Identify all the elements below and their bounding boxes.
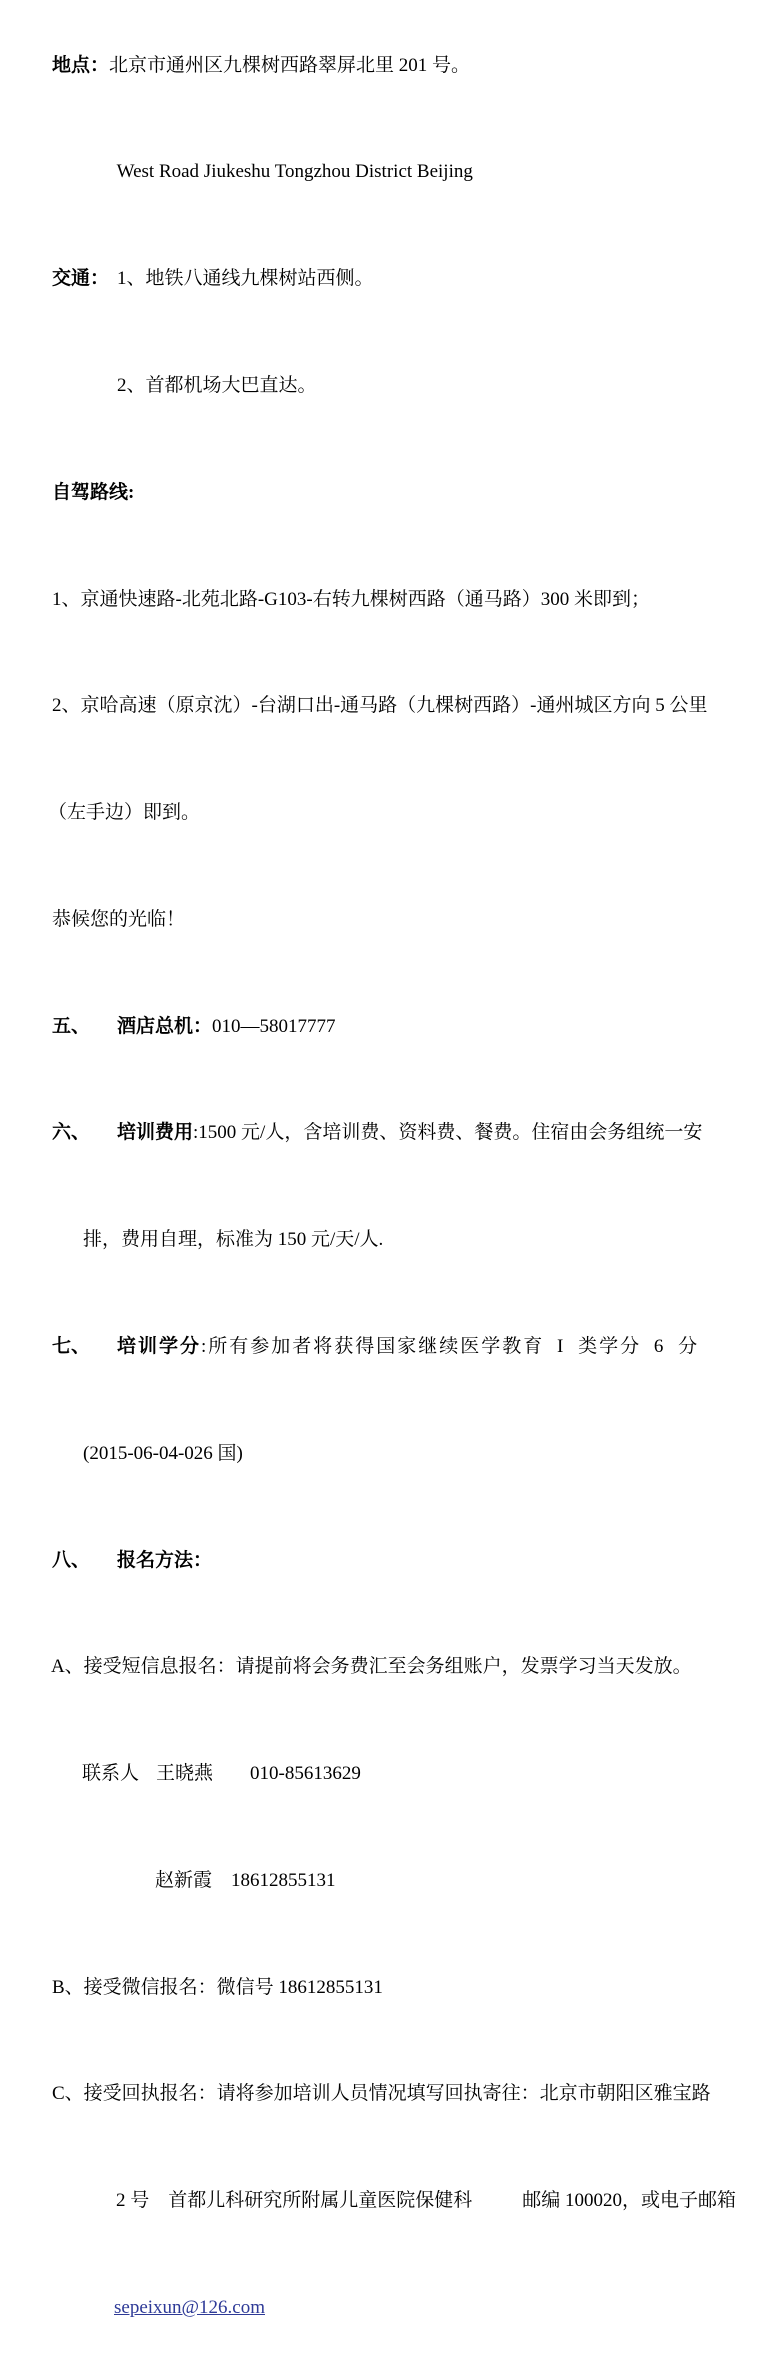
contact-1-phone: 010-85613629 <box>250 1763 361 1785</box>
driving-route-2-text: 2、京哈高速（原京沈）-台湖口出-通马路（九棵树西路）-通州城区方向 5 公里 <box>52 695 708 717</box>
training-fee-label: 培训费用 <box>117 1122 194 1144</box>
doc-line-driving-header <box>0 439 759 546</box>
driving-route-1-text: 1、京通快速路-北苑北路-G103-右转九棵树西路（通马路）300 米即到； <box>52 588 650 610</box>
training-fee-cont-text: 排，费用自理，标准为 150 元/天/人. <box>83 1229 384 1251</box>
doc-line-location <box>0 12 759 119</box>
registration-methods-label: 报名方法： <box>117 1549 213 1571</box>
location-english-text: West Road Jiukeshu Tongzhou District Beijing <box>116 161 473 183</box>
doc-line-method-c-cont <box>0 2148 759 2255</box>
doc-line-item-7-credits-cont <box>0 1400 759 1507</box>
doc-line-transport-1 <box>0 226 759 333</box>
training-credits-text: :所有参加者将获得国家继续医学教育 I 类学分 6 分 <box>201 1335 700 1357</box>
doc-line-transport-2 <box>0 332 759 439</box>
doc-line-contact-2 <box>0 1827 759 1934</box>
training-credits-label: 培训学分 <box>117 1335 202 1357</box>
doc-line-item-7-credits <box>0 1293 759 1400</box>
doc-line-driving-route-2-cont <box>0 759 759 866</box>
hotel-phone-number: 010—58017777 <box>212 1015 336 1037</box>
doc-line-driving-route-2 <box>0 653 759 760</box>
location-text: 北京市通州区九棵树西路翠屏北里 201 号。 <box>109 54 471 76</box>
contact-person-label: 联系人 <box>82 1763 140 1785</box>
doc-line-method-b <box>0 1934 759 2041</box>
transport-item-1: 1、地铁八通线九棵树站西侧。 <box>117 268 374 290</box>
doc-line-driving-route-1 <box>0 546 759 653</box>
hotel-switchboard-label: 酒店总机： <box>117 1015 213 1037</box>
item-6-number: 六、 <box>52 1122 91 1144</box>
driving-routes-label: 自驾路线: <box>52 481 135 503</box>
doc-line-email <box>0 2254 759 2361</box>
doc-line-item-6-fee <box>0 1080 759 1187</box>
doc-line-method-c <box>0 2041 759 2148</box>
item-8-number: 八、 <box>52 1549 91 1571</box>
mailing-address-text: 2 号 首都儿科研究所附属儿童医院保健科 <box>116 2190 473 2212</box>
doc-line-item-8-registration <box>0 1507 759 1614</box>
doc-line-location-english <box>0 119 759 226</box>
driving-route-2-cont-text: （左手边）即到。 <box>48 802 201 824</box>
location-label: 地点： <box>52 54 110 76</box>
method-c-text: C、接受回执报名：请将参加培训人员情况填写回执寄往：北京市朝阳区雅宝路 <box>52 2083 711 2105</box>
item-7-number: 七、 <box>52 1335 91 1357</box>
doc-line-contact-1 <box>0 1721 759 1828</box>
item-5-number: 五、 <box>52 1015 91 1037</box>
contact-2-name: 赵新霞 <box>155 1869 213 1891</box>
training-fee-text: :1500 元/人，含培训费、资料费、餐费。住宿由会务组统一安 <box>193 1122 703 1144</box>
transport-item-2: 2、首都机场大巴直达。 <box>117 374 317 396</box>
contact-2-phone: 18612855131 <box>231 1869 336 1891</box>
email-link[interactable]: sepeixun@126.com <box>114 2297 265 2318</box>
doc-line-item-6-fee-cont <box>0 1187 759 1294</box>
doc-line-welcome <box>0 866 759 973</box>
contact-1-name: 王晓燕 <box>156 1763 214 1785</box>
doc-line-method-a <box>0 1614 759 1721</box>
method-a-text: A、接受短信息报名：请提前将会务费汇至会务组账户，发票学习当天发放。 <box>50 1656 692 1678</box>
postal-code-text: 邮编 100020，或电子邮箱 <box>522 2190 737 2212</box>
credit-code-text: (2015-06-04-026 国) <box>83 1442 243 1464</box>
method-b-text: B、接受微信报名：微信号 18612855131 <box>52 1976 383 1998</box>
transport-label: 交通： <box>52 268 110 290</box>
doc-line-item-5-hotel-phone <box>0 973 759 1080</box>
welcome-text: 恭候您的光临！ <box>52 908 186 930</box>
